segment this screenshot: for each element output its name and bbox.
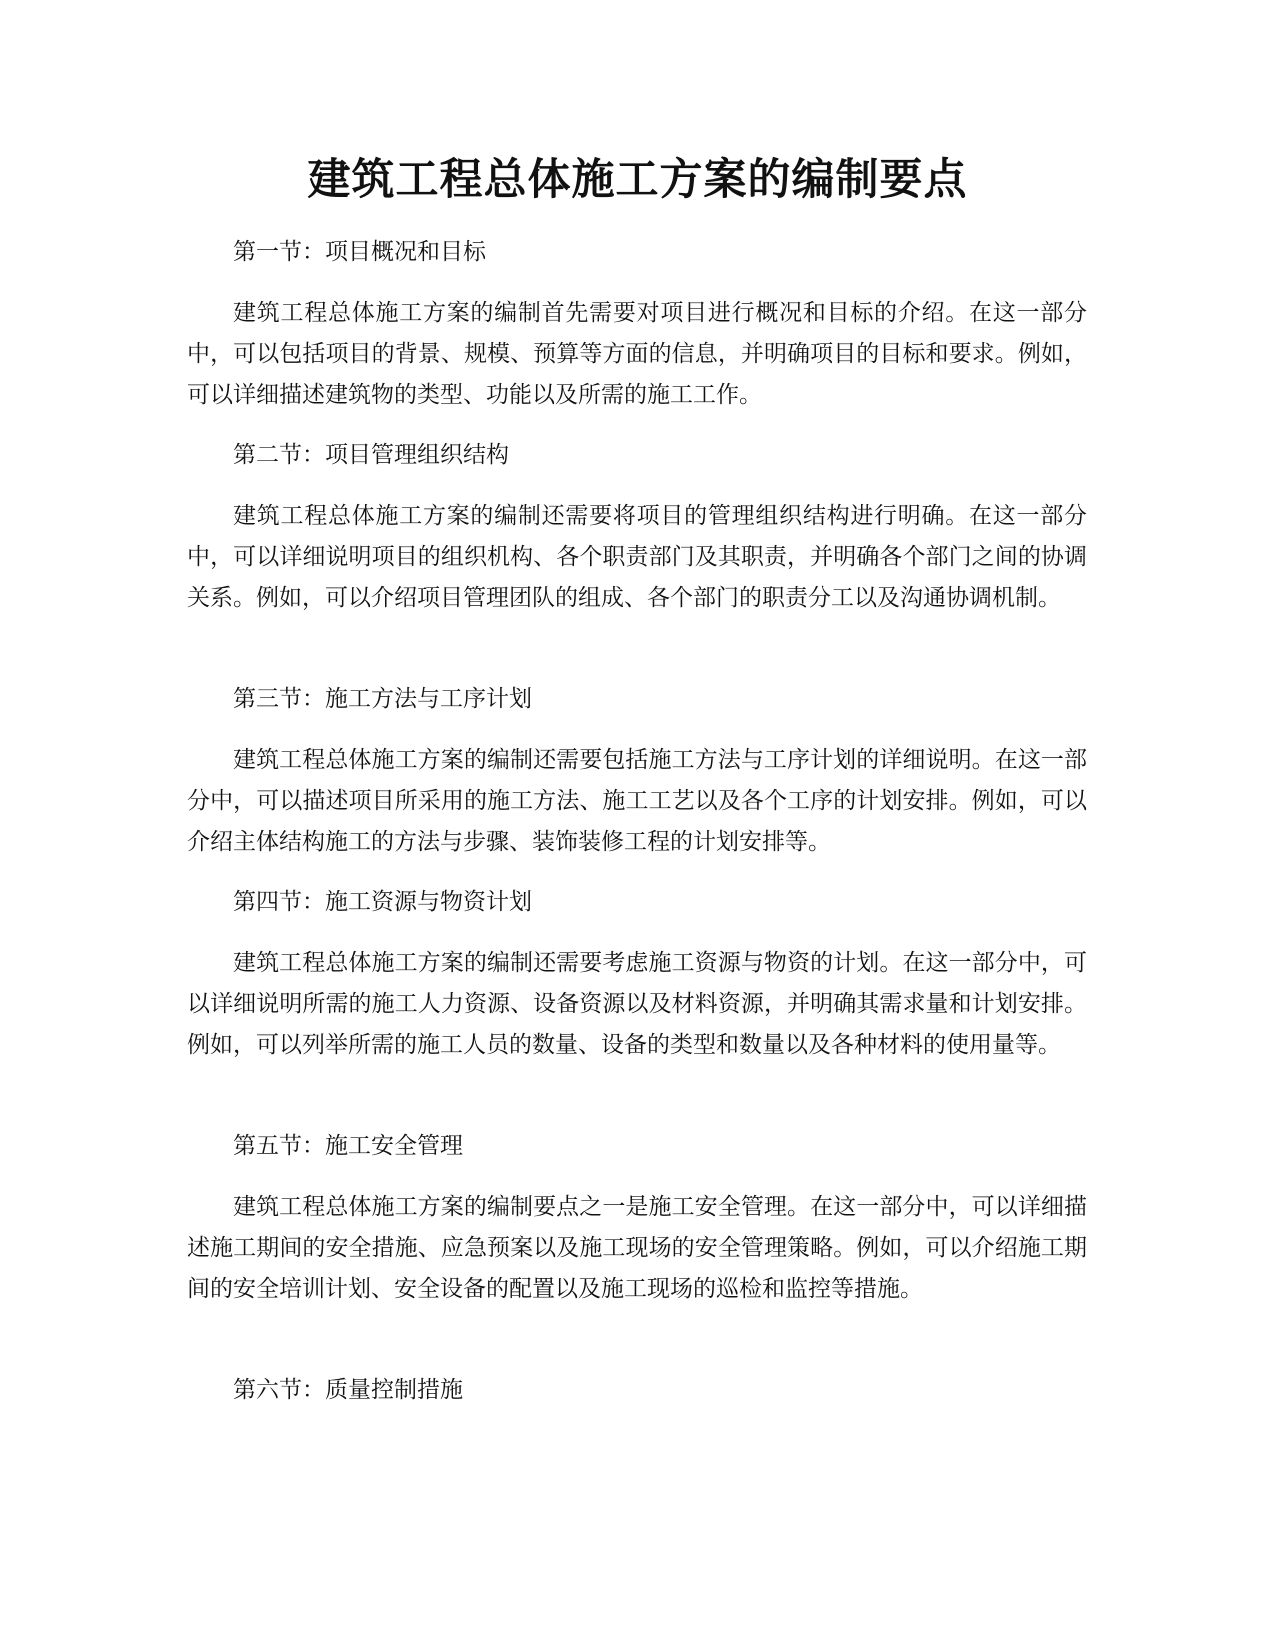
section-3-heading: 第三节：施工方法与工序计划 bbox=[233, 686, 532, 712]
section-4-body: 建筑工程总体施工方案的编制还需要考虑施工资源与物资的计划。在这一部分中，可以详细说明所需的施工人力资源、设备资源以及材料资源，并明确其需求量和计划安排。例如，可以列举所需的施工人员的数量、设备的类型和数量以及各种材料的使用量等。 bbox=[187, 950, 1087, 1058]
section-3-body: 建筑工程总体施工方案的编制还需要包括施工方法与工序计划的详细说明。在这一部分中，可以描述项目所采用的施工方法、施工工艺以及各个工序的计划安排。例如，可以介绍主体结构施工的方法与步骤、装饰装修工程的计划安排等。 bbox=[187, 747, 1087, 855]
section-1-heading: 第一节：项目概况和目标 bbox=[233, 239, 486, 265]
section-6-heading: 第六节：质量控制措施 bbox=[233, 1377, 463, 1403]
section-2-heading: 第二节：项目管理组织结构 bbox=[233, 442, 509, 468]
section-4-heading: 第四节：施工资源与物资计划 bbox=[233, 889, 532, 915]
document-title: 建筑工程总体施工方案的编制要点 bbox=[307, 155, 968, 205]
section-2-body: 建筑工程总体施工方案的编制还需要将项目的管理组织结构进行明确。在这一部分中，可以详细说明项目的组织机构、各个职责部门及其职责，并明确各个部门之间的协调关系。例如，可以介绍项目管理团队的组成、各个部门的职责分工以及沟通协调机制。 bbox=[187, 503, 1087, 611]
section-1-body: 建筑工程总体施工方案的编制首先需要对项目进行概况和目标的介绍。在这一部分中，可以包括项目的背景、规模、预算等方面的信息，并明确项目的目标和要求。例如，可以详细描述建筑物的类型、功能以及所需的施工工作。 bbox=[187, 300, 1087, 408]
section-5-heading: 第五节：施工安全管理 bbox=[233, 1133, 463, 1159]
section-5-body: 建筑工程总体施工方案的编制要点之一是施工安全管理。在这一部分中，可以详细描述施工期间的安全措施、应急预案以及施工现场的安全管理策略。例如，可以介绍施工期间的安全培训计划、安全设备的配置以及施工现场的巡检和监控等措施。 bbox=[187, 1194, 1087, 1302]
